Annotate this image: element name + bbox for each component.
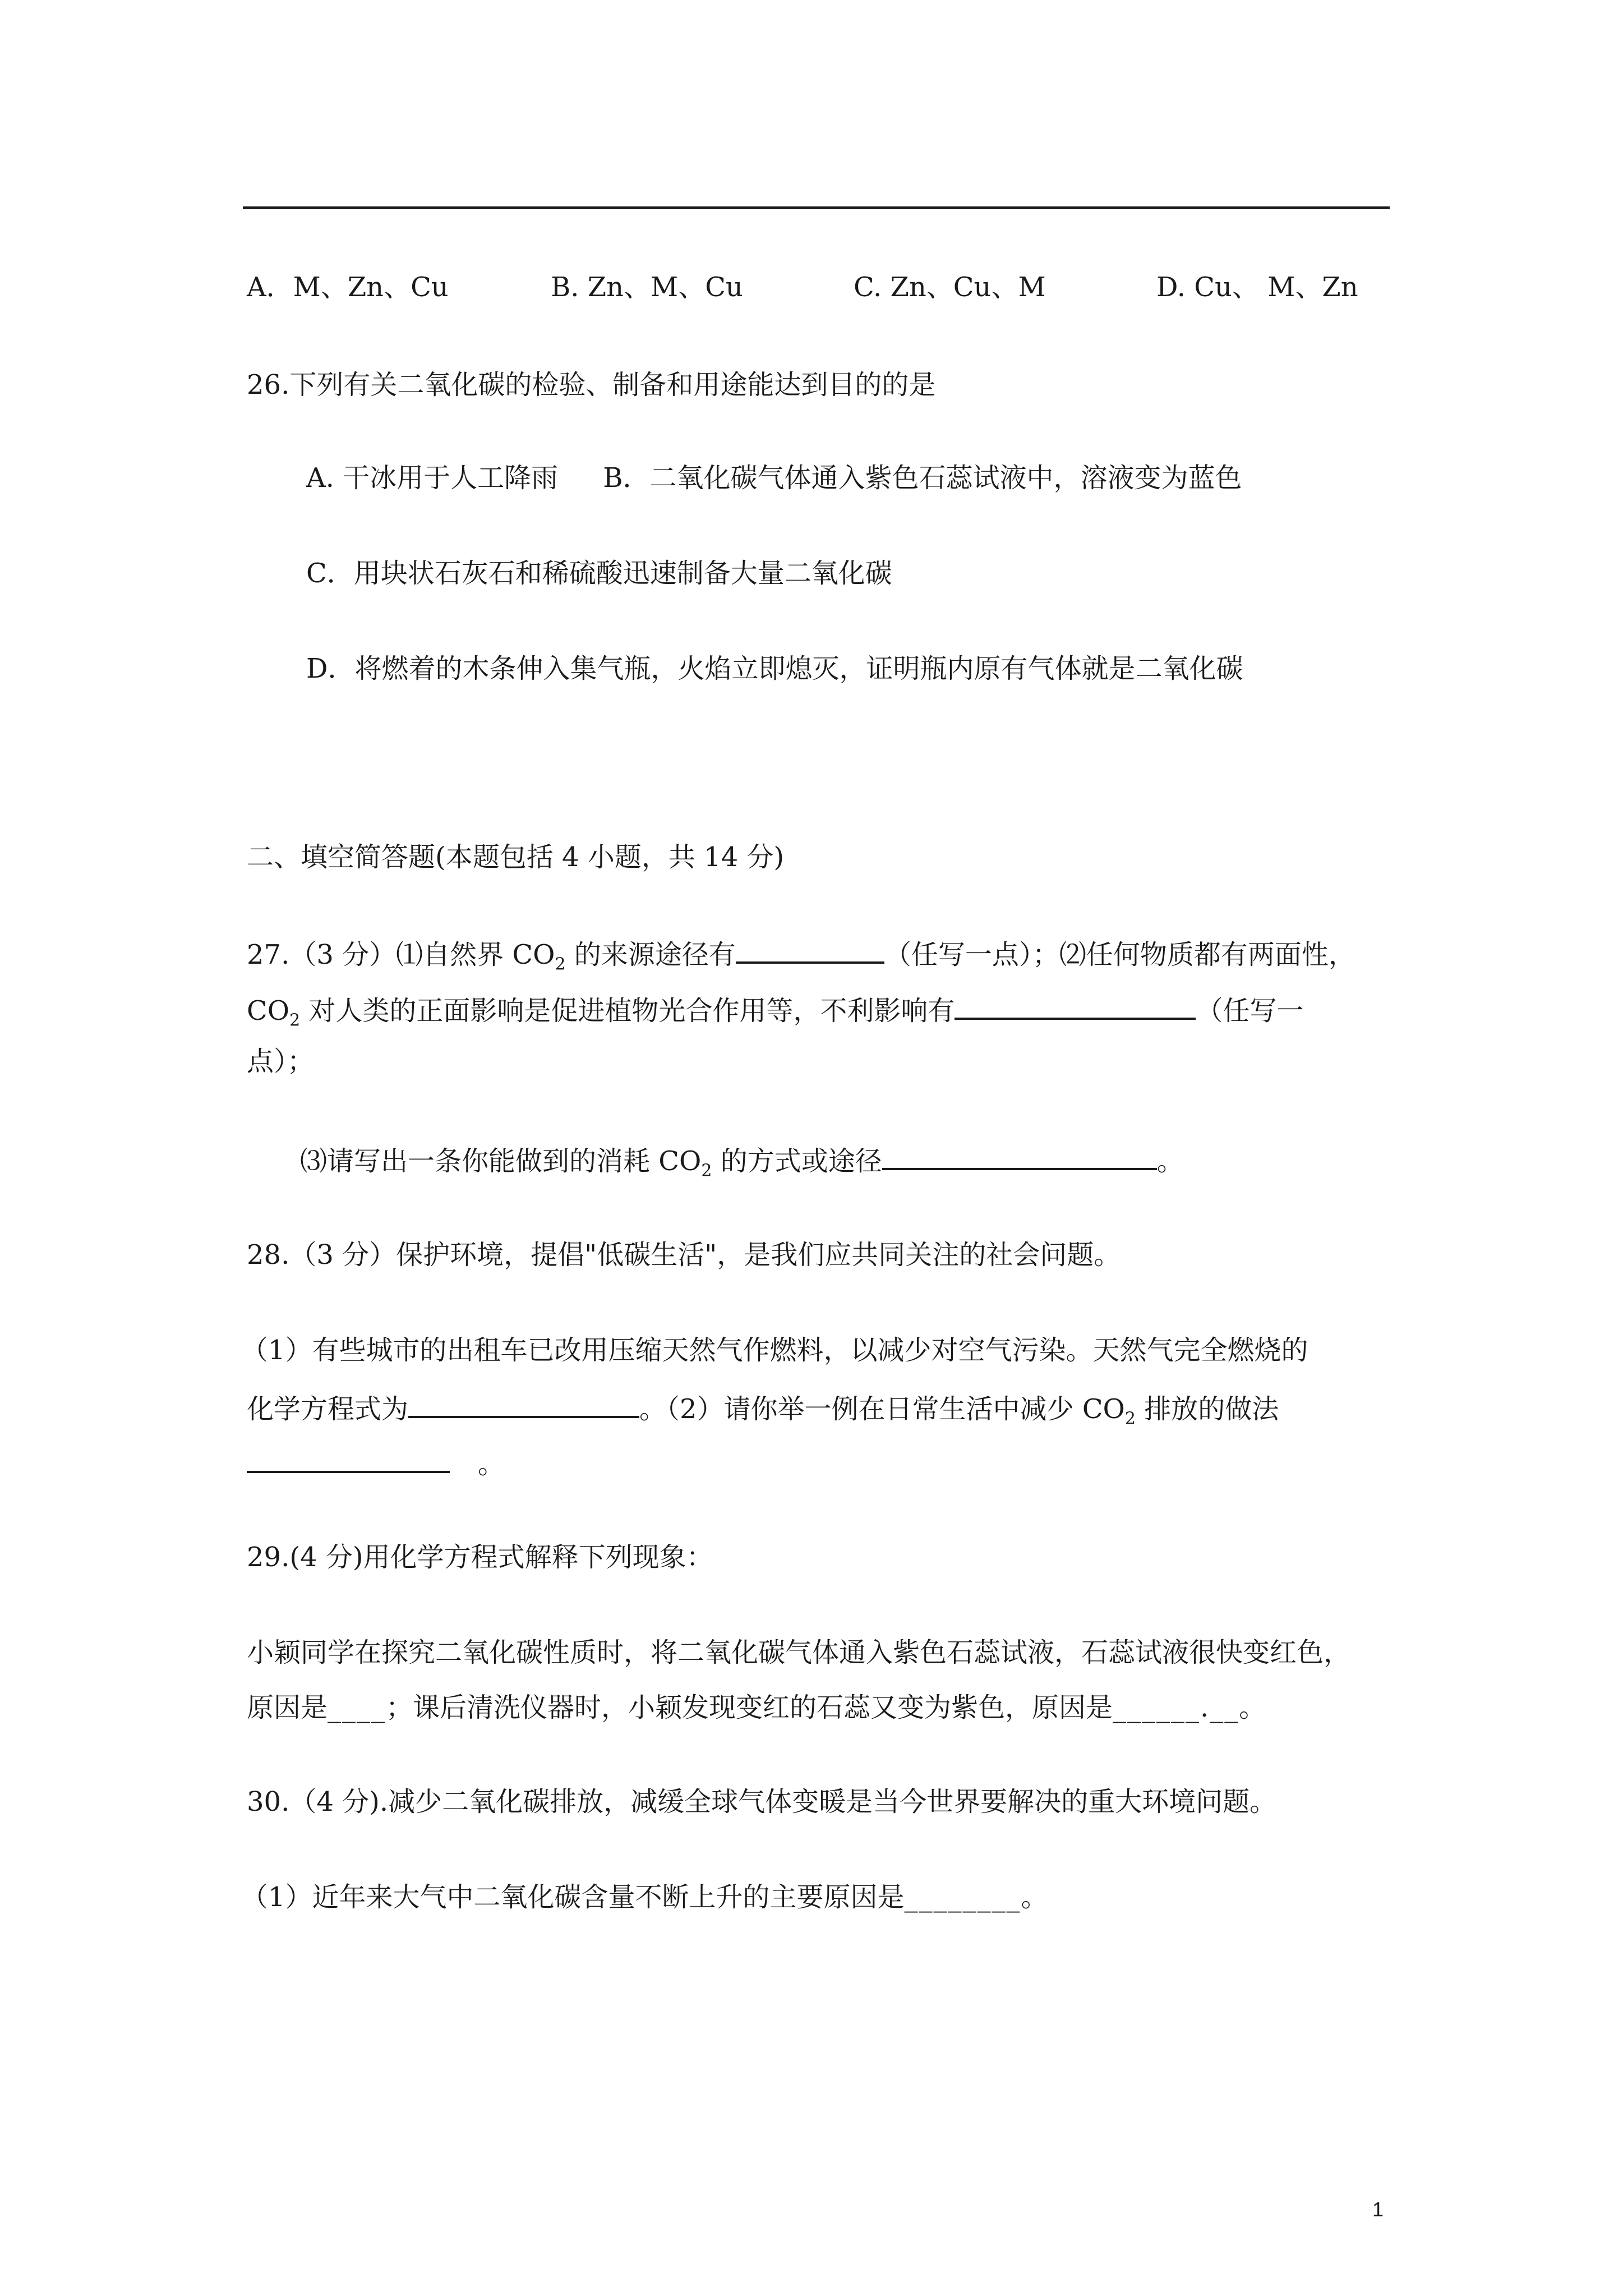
q28-text: 化学方程式为 <box>247 1393 409 1425</box>
answer-blank[interactable] <box>247 1444 450 1473</box>
q29-text: ；课后清洗仪器时，小颖发现变红的石蕊又变为紫色，原因是 <box>386 1692 1113 1723</box>
q27-text: 的方式或途径 <box>712 1145 882 1177</box>
subscript: 2 <box>555 954 566 974</box>
q28-text: 排放的做法 <box>1136 1393 1279 1425</box>
q26-option-a-b <box>306 460 1242 496</box>
q30-text: 。 <box>1021 1881 1048 1913</box>
q27-text: 对人类的正面影响是促进植物光合作用等，不利影响有 <box>300 995 955 1027</box>
answer-blank[interactable] <box>882 1141 1157 1170</box>
subscript: 2 <box>701 1161 712 1181</box>
answer-blank[interactable] <box>736 935 884 964</box>
q27-text: 的来源途径有 <box>565 939 736 970</box>
q28-line-3 <box>247 1389 1279 1427</box>
answer-blank[interactable] <box>408 1389 639 1418</box>
answer-blank[interactable]: ______.__ <box>1113 1692 1239 1723</box>
q26-stem: 26.下列有关二氧化碳的检验、制备和用途能达到目的的是 <box>247 369 936 401</box>
q28-text: 。（2）请你举一例在日常生活中减少 CO <box>639 1393 1125 1425</box>
q27-text: CO <box>247 995 290 1027</box>
q26-option-b: B．二氧化碳气体通入紫色石蕊试液中，溶液变为蓝色 <box>603 462 1242 494</box>
choice-b: B. Zn、M、Cu <box>551 272 743 303</box>
subscript: 2 <box>289 1010 301 1030</box>
q27-text: 。 <box>1156 1145 1184 1177</box>
q27-text: 27.（3 分）⑴自然界 CO <box>247 939 555 970</box>
subscript: 2 <box>1124 1409 1136 1429</box>
q27-line-2 <box>247 991 1303 1029</box>
q28-line-4 <box>247 1444 505 1482</box>
q27-text: （任写一点）；⑵任何物质都有两面性， <box>884 939 1355 970</box>
page-number: 1 <box>1372 2198 1384 2221</box>
section-heading: 二、填空简答题(本题包括 4 小题，共 14 分) <box>247 841 785 873</box>
q27-line-4 <box>300 1141 1184 1179</box>
q30-line-1: 30.（4 分).减少二氧化碳排放，减缓全球气体变暖是当今世界要解决的重大环境问题。 <box>247 1786 1277 1818</box>
q29-text: 。 <box>1239 1692 1266 1723</box>
answer-blank[interactable] <box>955 991 1196 1020</box>
q29-line-1: 29.(4 分)用化学方程式解释下列现象： <box>247 1542 713 1573</box>
q27-text: （任写一 <box>1196 995 1304 1027</box>
choice-d: D. Cu、 M、Zn <box>1156 272 1358 303</box>
q27-line-1 <box>247 935 1355 973</box>
q27-text: ⑶请写出一条你能做到的消耗 CO <box>300 1145 702 1177</box>
q26-option-c: C．用块状石灰石和稀硫酸迅速制备大量二氧化碳 <box>306 558 892 589</box>
choice-c: C. Zn、Cu、M <box>854 272 1046 303</box>
q26-option-d: D．将燃着的木条伸入集气瓶，火焰立即熄灭，证明瓶内原有气体就是二氧化碳 <box>306 653 1243 684</box>
q29-line-2: 小颖同学在探究二氧化碳性质时，将二氧化碳气体通入紫色石蕊试液，石蕊试液很快变红色， <box>247 1637 1351 1668</box>
answer-blank[interactable]: ____ <box>328 1692 386 1723</box>
q27-line-3: 点）； <box>247 1046 315 1077</box>
choice-a: A．M、Zn、Cu <box>247 272 449 303</box>
q29-text: 原因是 <box>247 1692 328 1723</box>
q28-line-1: 28.（3 分）保护环境，提倡"低碳生活"，是我们应共同关注的社会问题。 <box>247 1239 1121 1271</box>
q30-line-2 <box>241 1879 1048 1915</box>
q28-text: 。 <box>478 1448 505 1480</box>
q26-option-a: A. 干冰用于人工降雨 <box>306 462 559 494</box>
answer-blank[interactable]: ________ <box>904 1881 1021 1913</box>
header-rule <box>243 206 1390 209</box>
q30-text: （1）近年来大气中二氧化碳含量不断上升的主要原因是 <box>241 1881 905 1913</box>
q28-line-2: （1）有些城市的出租车已改用压缩天然气作燃料，以减少对空气污染。天然气完全燃烧的 <box>241 1335 1308 1366</box>
q29-line-3 <box>247 1690 1266 1726</box>
